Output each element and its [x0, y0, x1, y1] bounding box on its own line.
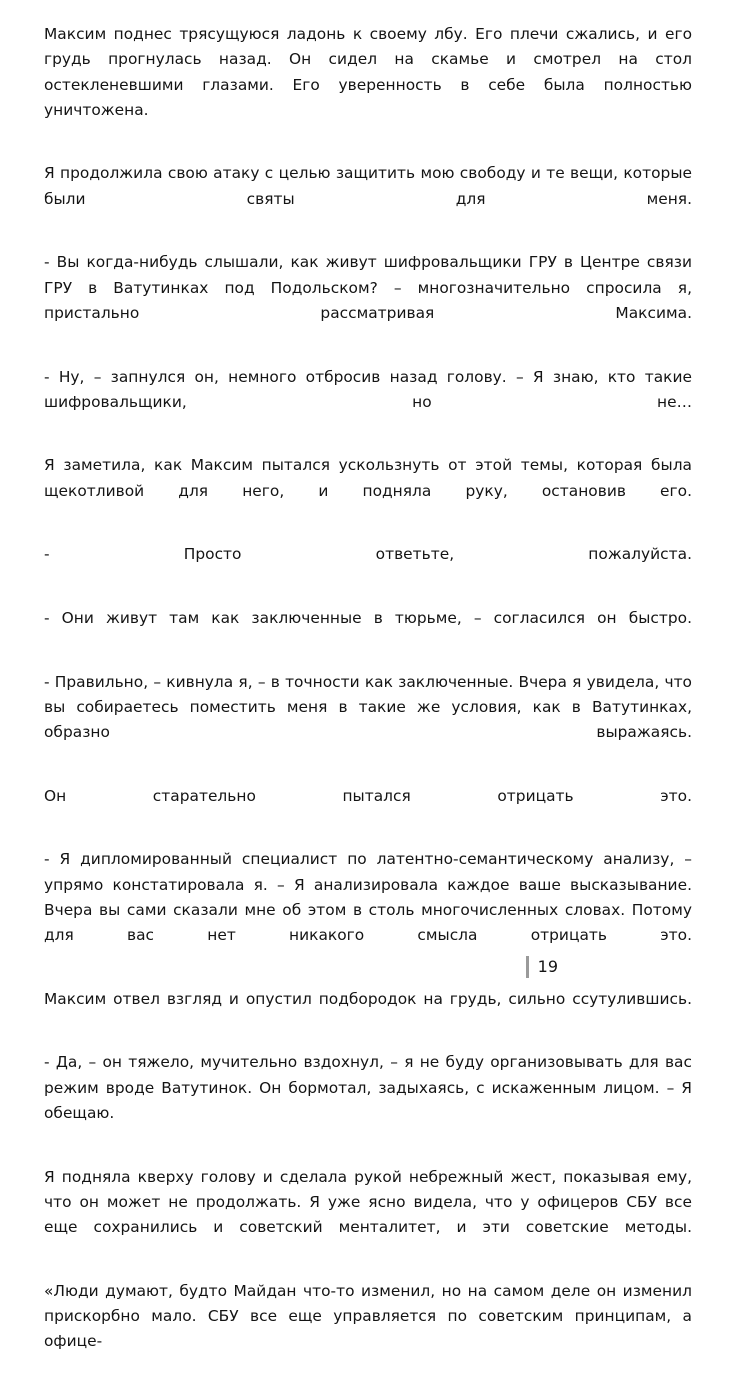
- footer-rule-divider: [526, 956, 529, 978]
- paragraph: Максим поднес трясущуюся ладонь к своему лбу. Его плечи сжались, и его грудь прогнулась назад. Он сидел на скамье и смотрел на стол остекленевшими глазами. Его уверенность в себе была полностью уничтожена.: [44, 25, 692, 119]
- paragraph: - Да, – он тяжело, мучительно вздохнул, – я не буду организовывать для вас режим вроде Ватутинок. Он бормотал, задыхаясь, с искаженным лицом. – Я обещаю.: [44, 1053, 692, 1122]
- paragraph: - Они живут там как заключенные в тюрьме, – согласился он быстро.: [44, 608, 692, 627]
- page-number: 19: [537, 957, 558, 976]
- paragraph: Максим отвел взгляд и опустил подбородок на грудь, сильно ссутулившись.: [44, 989, 692, 1008]
- paragraph: Я продолжила свою атаку с целью защитить мою свободу и те вещи, которые были святы для меня.: [44, 164, 692, 208]
- paragraph: - Просто ответьте, пожалуйста.: [44, 545, 692, 564]
- paragraph: - Я дипломированный специалист по латентно-семантическому анализу, – упрямо констатировала я. – Я анализировала каждое ваше высказывание. Вчера вы сами сказали мне об этом в столь многочисленных словах. Потому для вас нет никакого смысла отрицать это.: [44, 850, 692, 945]
- paragraph: - Ну, – запнулся он, немного отбросив назад голову. – Я знаю, кто такие шифровальщики, но не…: [44, 367, 692, 411]
- paragraph: «Люди думают, будто Майдан что-то изменил, но на самом деле он изменил прискорбно мало. СБУ все еще управляется по советским принципам, а офице-: [44, 1281, 692, 1351]
- paragraph: Он старательно пытался отрицать это.: [44, 786, 692, 805]
- paragraph: - Вы когда-нибудь слышали, как живут шифровальщики ГРУ в Центре связи ГРУ в Ватутинках под Подольском? – многозначительно спросила я, пристально рассматривая Максима.: [44, 253, 692, 322]
- paragraph: Я заметила, как Максим пытался ускользнуть от этой темы, которая была щекотливой для него, и подняла руку, остановив его.: [44, 456, 692, 500]
- paragraph: - Правильно, – кивнула я, – в точности как заключенные. Вчера я увидела, что вы собираетесь поместить меня в такие же условия, как в Ватутинках, образно выражаясь.: [44, 672, 692, 742]
- paragraph: Я подняла кверху голову и сделала рукой небрежный жест, показывая ему, что он может не продолжать. Я уже ясно видела, что у офицеров СБУ все еще сохранились и советский менталитет, и эти советские методы.: [44, 1167, 692, 1237]
- body-text-column: [44, 22, 692, 1380]
- page-footer: [44, 950, 692, 984]
